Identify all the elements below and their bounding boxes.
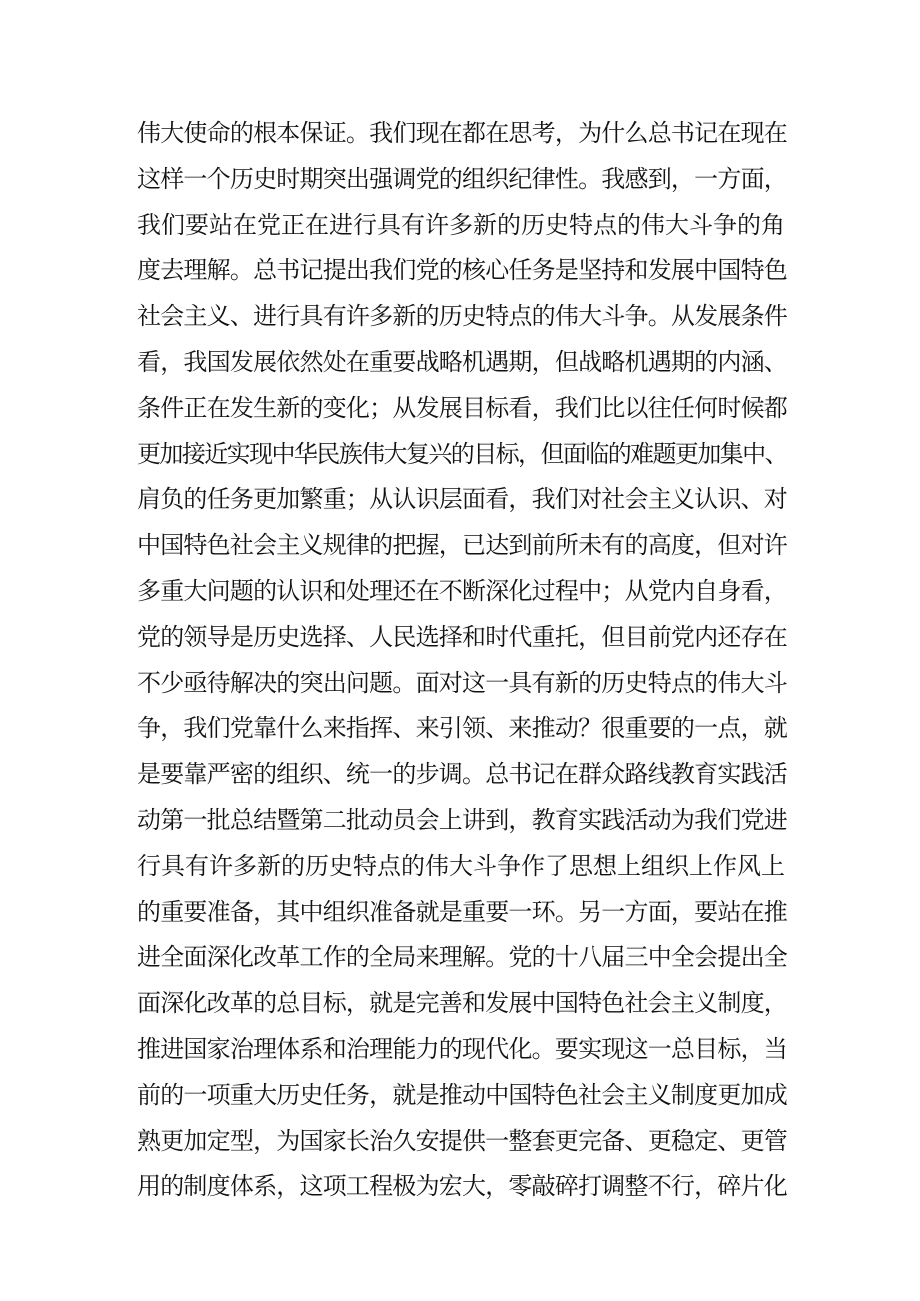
- text-line: 度去理解。总书记提出我们党的核心任务是坚持和发展中国特色: [137, 256, 787, 285]
- text-line: 这样一个历史时期突出强调党的组织纪律性。我感到，一方面，: [137, 164, 787, 193]
- text-line: 争，我们党靠什么来指挥、来引领、来推动？很重要的一点，就: [137, 714, 787, 743]
- text-line: 肩负的任务更加繁重；从认识层面看，我们对社会主义认识、对: [137, 485, 787, 514]
- text-line: 多重大问题的认识和处理还在不断深化过程中；从党内自身看，: [137, 576, 787, 605]
- text-line: 熟更加定型，为国家长治久安提供一整套更完备、更稳定、更管: [137, 1126, 787, 1155]
- text-line: 进全面深化改革工作的全局来理解。党的十八届三中全会提出全: [137, 943, 787, 972]
- text-line: 我们要站在党正在进行具有许多新的历史特点的伟大斗争的角: [137, 210, 785, 239]
- text-line: 推进国家治理体系和治理能力的现代化。要实现这一总目标，当: [137, 1034, 787, 1063]
- text-line: 动第一批总结暨第二批动员会上讲到，教育实践活动为我们党进: [137, 805, 787, 834]
- text-line: 党的领导是历史选择、人民选择和时代重托，但目前党内还存在: [137, 622, 787, 651]
- text-line: 社会主义、进行具有许多新的历史特点的伟大斗争。从发展条件: [137, 302, 787, 331]
- text-line: 更加接近实现中华民族伟大复兴的目标，但面临的难题更加集中、: [137, 439, 787, 468]
- text-line: 面深化改革的总目标，就是完善和发展中国特色社会主义制度，: [137, 989, 787, 1018]
- text-line: 伟大使命的根本保证。我们现在都在思考，为什么总书记在现在: [137, 119, 787, 147]
- text-line: 条件正在发生新的变化；从发展目标看，我们比以往任何时候都: [137, 393, 787, 422]
- text-line: 看，我国发展依然处在重要战略机遇期，但战略机遇期的内涵、: [137, 347, 787, 376]
- text-line: 行具有许多新的历史特点的伟大斗争作了思想上组织上作风上: [137, 851, 785, 880]
- text-line: 的重要准备，其中组织准备就是重要一环。另一方面，要站在推: [137, 897, 787, 926]
- text-line: 不少亟待解决的突出问题。面对这一具有新的历史特点的伟大斗: [137, 668, 787, 697]
- text-line: 中国特色社会主义规律的把握，已达到前所未有的高度，但对许: [137, 531, 787, 560]
- text-line: 是要靠严密的组织、统一的步调。总书记在群众路线教育实践活: [137, 760, 787, 789]
- text-line: 前的一项重大历史任务，就是推动中国特色社会主义制度更加成: [137, 1080, 787, 1109]
- text-line: 用的制度体系，这项工程极为宏大，零敲碎打调整不行，碎片化: [137, 1172, 787, 1201]
- body-text: [137, 111, 787, 1210]
